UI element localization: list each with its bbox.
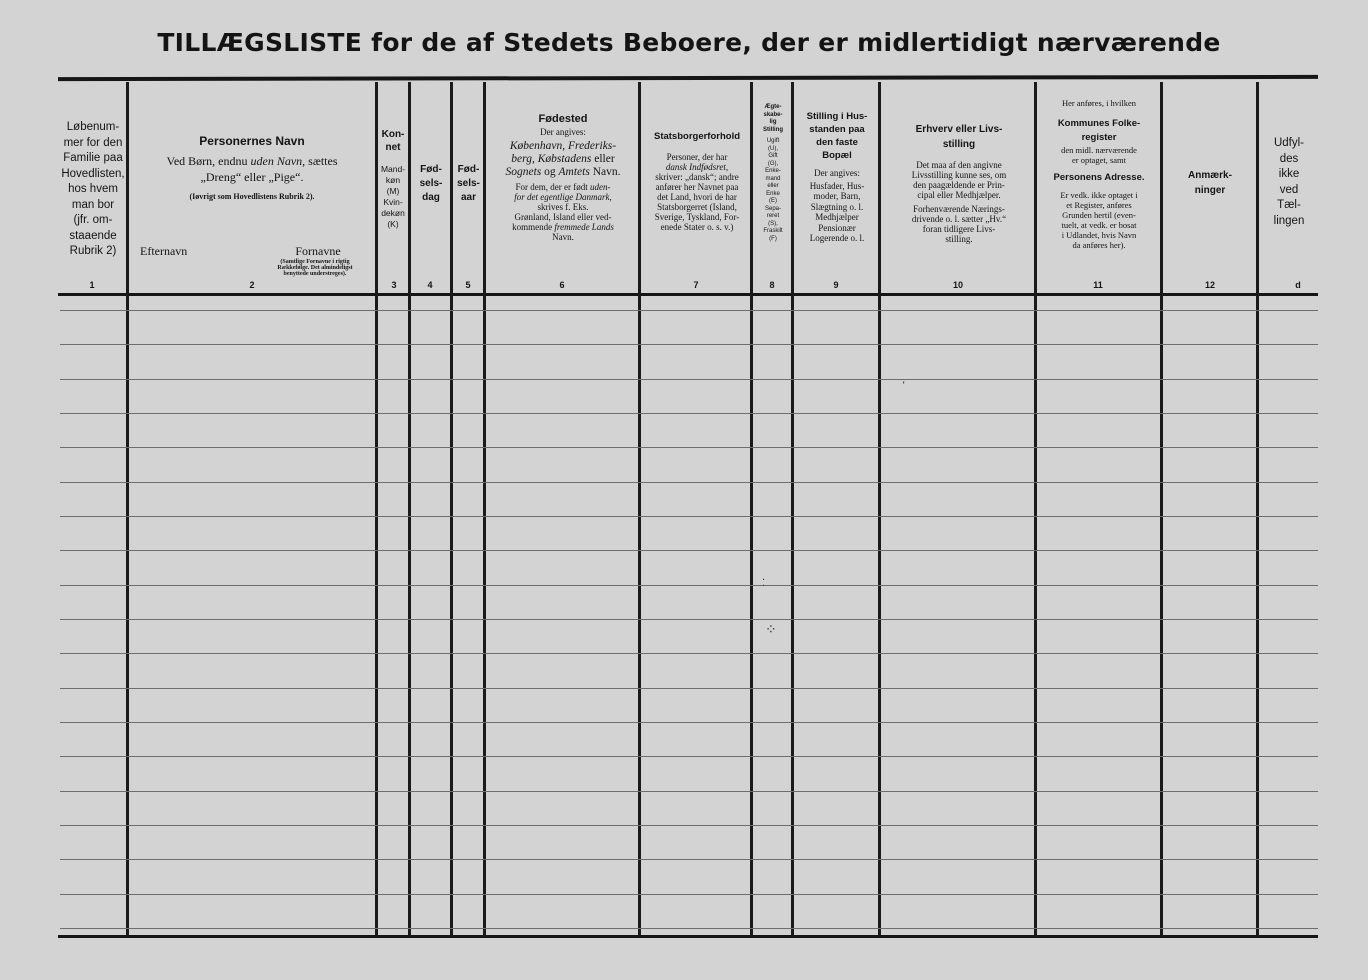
col6-line: for det egentlige Danmark, — [514, 192, 612, 202]
col9-line: Medhjælper — [815, 212, 859, 222]
column-number: 5 — [465, 280, 471, 290]
col2-note-line: benyttede understreges). — [283, 271, 347, 277]
col3-line: dekøn — [381, 208, 405, 218]
col6-line — [487, 166, 639, 179]
col9-heading: standen paa — [809, 124, 865, 135]
col10-line: Livsstilling kunne ses, om — [911, 170, 1007, 180]
column-number: 7 — [693, 280, 699, 290]
form-bottom-rule — [58, 935, 1318, 938]
column-divider — [450, 82, 453, 936]
col3-line: (M) — [386, 186, 400, 196]
col7-line: Statsborgerret (Island, — [657, 202, 737, 212]
col7-line: enede Stater o. s. v.) — [660, 222, 734, 232]
column-number: 4 — [427, 280, 433, 290]
column-2-header — [130, 133, 374, 202]
col11-line: tuelt, at vedk. er bosat — [1061, 220, 1137, 230]
col6-text-italic: berg, Købstadens — [511, 153, 592, 165]
row-line — [60, 859, 1318, 860]
col2-firstnames-note — [254, 259, 376, 277]
col3-heading: Kon- — [381, 129, 405, 140]
col6-line — [487, 182, 639, 192]
col2-note: (Iøvrigt som Hovedlistens Rubrik 2). — [189, 192, 315, 201]
col1-line: Løbenum- — [66, 121, 120, 133]
col2-text: Ved Børn, endnu — [166, 154, 248, 168]
col1-line: man bor — [71, 198, 115, 211]
cold-line: Udfyl- — [1273, 137, 1305, 149]
row-line — [60, 379, 1318, 380]
col11-line: et Register, anføres — [1066, 200, 1132, 210]
col9-line: Husfader, Hus- — [809, 180, 865, 191]
column-10-header — [882, 122, 1036, 244]
col5-line: Fød- — [457, 164, 480, 175]
col11-heading2: Personens Adresse. — [1053, 172, 1145, 183]
col6-text: eller — [594, 153, 615, 165]
col10-line: foran tidligere Livs- — [922, 224, 996, 234]
column-number: 12 — [1204, 280, 1215, 290]
cold-line: lingen — [1273, 214, 1305, 227]
column-3-header — [378, 128, 408, 230]
col9-line: Logerende o. l. — [809, 233, 865, 243]
col2-note-line: (Samtlige Fornavne i rigtig — [280, 259, 350, 265]
column-divider — [483, 82, 486, 936]
column-8-header — [753, 104, 793, 243]
col1-line: (jfr. om- — [73, 214, 113, 226]
cold-line: Tæl- — [1277, 199, 1301, 211]
col11-mid: den midl. nærværende — [1061, 145, 1137, 155]
col10-line: drivende o. l. sætter „Hv.“ — [911, 214, 1007, 224]
column-number: 10 — [952, 280, 963, 290]
column-number: 3 — [391, 280, 397, 290]
ink-mark: ⁘ — [765, 623, 777, 638]
col8-line: Ugift — [766, 138, 780, 144]
col3-line: Kvin- — [383, 197, 403, 207]
row-line — [60, 722, 1318, 723]
col2-text-italic: uden Navn, — [250, 154, 306, 168]
col9-line: Pensionær — [818, 222, 856, 233]
column-number: 11 — [1093, 280, 1103, 290]
col7-line: skriver: „dansk“; andre — [655, 172, 739, 182]
row-line — [60, 894, 1318, 895]
row-line — [60, 585, 1318, 586]
col5-line: sels- — [457, 178, 480, 189]
col6-line: skrives f. Eks. — [537, 202, 589, 212]
col6-text: kommende — [512, 222, 553, 232]
col9-heading: den faste — [816, 137, 858, 148]
col3-heading: net — [385, 142, 401, 153]
col9-heading: Bopæl — [822, 150, 852, 161]
col8-line: Ægte- — [764, 104, 782, 110]
col4-line: sels- — [419, 178, 443, 189]
col6-text: Navn. — [592, 166, 621, 178]
col8-line: reret — [766, 213, 780, 219]
row-line — [60, 550, 1318, 551]
row-line — [60, 653, 1318, 654]
col7-line: dansk Indfødsret, — [665, 162, 729, 172]
col8-line: (F) — [769, 235, 777, 242]
column-number: 9 — [833, 280, 839, 290]
col2-firstnames-label: Fornavne — [295, 244, 341, 258]
col10-line: den paagældende er Prin- — [913, 180, 1005, 190]
col6-line: Navn. — [552, 232, 574, 242]
column-number: d — [1295, 280, 1301, 290]
col1-line: Hovedlisten, — [61, 167, 125, 180]
col8-line: mand — [765, 175, 781, 182]
column-5-header — [453, 163, 484, 205]
col11-line: Grunden hertil (even- — [1062, 210, 1136, 220]
col10-heading: Erhverv eller Livs- — [915, 124, 1003, 135]
cold-line: ikke — [1278, 168, 1300, 180]
col6-text-italic: Sognets — [505, 166, 542, 178]
col8-line: Gift — [768, 153, 778, 159]
row-line — [60, 310, 1318, 311]
col7-heading: Statsborgerforhold — [653, 131, 741, 142]
col10-line: Forhenværende Nærings- — [913, 204, 1005, 214]
column-12-header — [1163, 168, 1257, 198]
col2-heading: Personernes Navn — [199, 134, 305, 148]
col6-text-italic: Amtets — [558, 166, 590, 178]
col1-line: Familie paa — [63, 152, 123, 164]
column-6-header — [487, 112, 639, 242]
col6-text-italic: fremmede Lands — [554, 222, 614, 232]
column-number: 8 — [769, 280, 775, 290]
row-line — [60, 516, 1318, 517]
col2-note-line: Rækkefølge. Det almindeligst — [277, 265, 353, 271]
column-d-header — [1259, 136, 1319, 229]
col6-line: København, Frederiks- — [509, 140, 617, 152]
col6-para2 — [487, 182, 639, 242]
col8-line: lig — [769, 119, 777, 125]
col11-heading: register — [1081, 132, 1117, 143]
column-number: 6 — [559, 280, 565, 290]
row-line — [60, 344, 1318, 345]
col8-line: Enke — [766, 190, 780, 197]
col6-text: For dem, der er født — [515, 182, 588, 192]
header-bottom-rule — [58, 293, 1318, 296]
col6-line: Grønland, Island eller ved- — [514, 212, 612, 222]
column-4-header — [411, 163, 451, 205]
column-number: 1 — [89, 280, 95, 290]
column-7-header — [642, 130, 752, 232]
col9-heading: Stilling i Hus- — [806, 111, 868, 122]
col1-line: mer for den — [63, 136, 123, 149]
col6-line — [487, 153, 639, 166]
col2-text: sættes — [308, 154, 338, 168]
row-line — [60, 791, 1318, 792]
row-line — [60, 413, 1318, 414]
col11-top: Her anføres, i hvilken — [1061, 98, 1137, 108]
column-number: 2 — [249, 280, 255, 290]
row-line — [60, 447, 1318, 448]
col7-line: Personer, der har — [666, 152, 728, 162]
cold-line: des — [1279, 152, 1299, 165]
col1-line: Rubrik 2) — [69, 245, 117, 257]
col2-surname-label: Efternavn — [140, 244, 188, 258]
col8-line: (U), — [768, 145, 778, 152]
col1-line: staaende — [69, 229, 117, 242]
col12-line: Anmærk- — [1188, 170, 1232, 181]
col12-line: ninger — [1194, 185, 1226, 196]
col11-line: da anføres her). — [1072, 240, 1126, 250]
col11-heading: Kommunes Folke- — [1057, 118, 1141, 129]
row-line — [60, 756, 1318, 757]
row-line — [60, 688, 1318, 689]
col9-line: Slægtning o. l. — [810, 201, 864, 212]
col10-line: stilling. — [945, 234, 973, 244]
row-line — [60, 619, 1318, 620]
col8-line: Enke- — [765, 168, 781, 174]
col6-text: og — [544, 166, 556, 178]
col11-line: Er vedk. ikke optaget i — [1060, 190, 1138, 200]
ink-mark: ‘ — [902, 380, 906, 391]
column-9-header — [794, 110, 880, 244]
col6-text-italic: uden- — [589, 182, 611, 192]
col8-line: (E) — [769, 198, 777, 204]
col9-line: moder, Barn, — [813, 191, 861, 201]
col8-line: Fraskilt — [763, 228, 783, 234]
col8-line: eller — [767, 183, 779, 189]
header-top-rule — [58, 75, 1318, 81]
col6-line — [487, 222, 639, 232]
col8-line: skabe- — [763, 111, 783, 118]
col4-line: dag — [422, 192, 440, 203]
col6-heading: Fødested — [538, 113, 588, 125]
col11-line: i Udlandet, hvis Navn — [1061, 230, 1137, 240]
col8-line: (S), — [768, 220, 778, 227]
col6-sub: Der angives: — [540, 127, 586, 137]
col11-mid: er optaget, samt — [1071, 155, 1127, 165]
ink-mark: ⁚ — [762, 578, 766, 589]
col5-line: aar — [460, 192, 476, 203]
col10-line: cipal eller Medhjælper. — [917, 190, 1001, 200]
row-line — [60, 482, 1318, 483]
col10-line: Det maa af den angivne — [916, 160, 1002, 170]
col9-sub: Der angives: — [814, 168, 860, 178]
col7-line: anfører her Navnet paa — [655, 182, 739, 192]
column-11-header — [1037, 98, 1161, 250]
cold-line: ved — [1279, 183, 1299, 196]
column-1-header — [58, 120, 128, 260]
col8-line: Stilling — [763, 126, 783, 133]
col8-line: Sepa- — [764, 205, 781, 212]
col3-line: (K) — [387, 219, 399, 229]
col2-instruction — [130, 153, 374, 169]
col7-line: det Land, hvori de har — [657, 192, 737, 202]
col7-line: Sverige, Tyskland, For- — [654, 212, 740, 222]
row-line — [60, 928, 1318, 929]
col4-line: Fød- — [420, 164, 442, 175]
row-line — [60, 825, 1318, 826]
form-title: TILLÆGSLISTE for de af Stedets Beboere, der er midlertidigt nærværende — [157, 28, 1221, 57]
column-divider — [408, 82, 411, 936]
col3-line: køn — [385, 175, 401, 185]
col1-line: hos hvem — [68, 183, 118, 195]
col10-heading: stilling — [942, 139, 976, 150]
col2-text2: „Dreng“ eller „Pige“. — [200, 170, 304, 184]
col8-line: (G), — [767, 160, 779, 167]
col3-line: Mand- — [380, 164, 406, 174]
